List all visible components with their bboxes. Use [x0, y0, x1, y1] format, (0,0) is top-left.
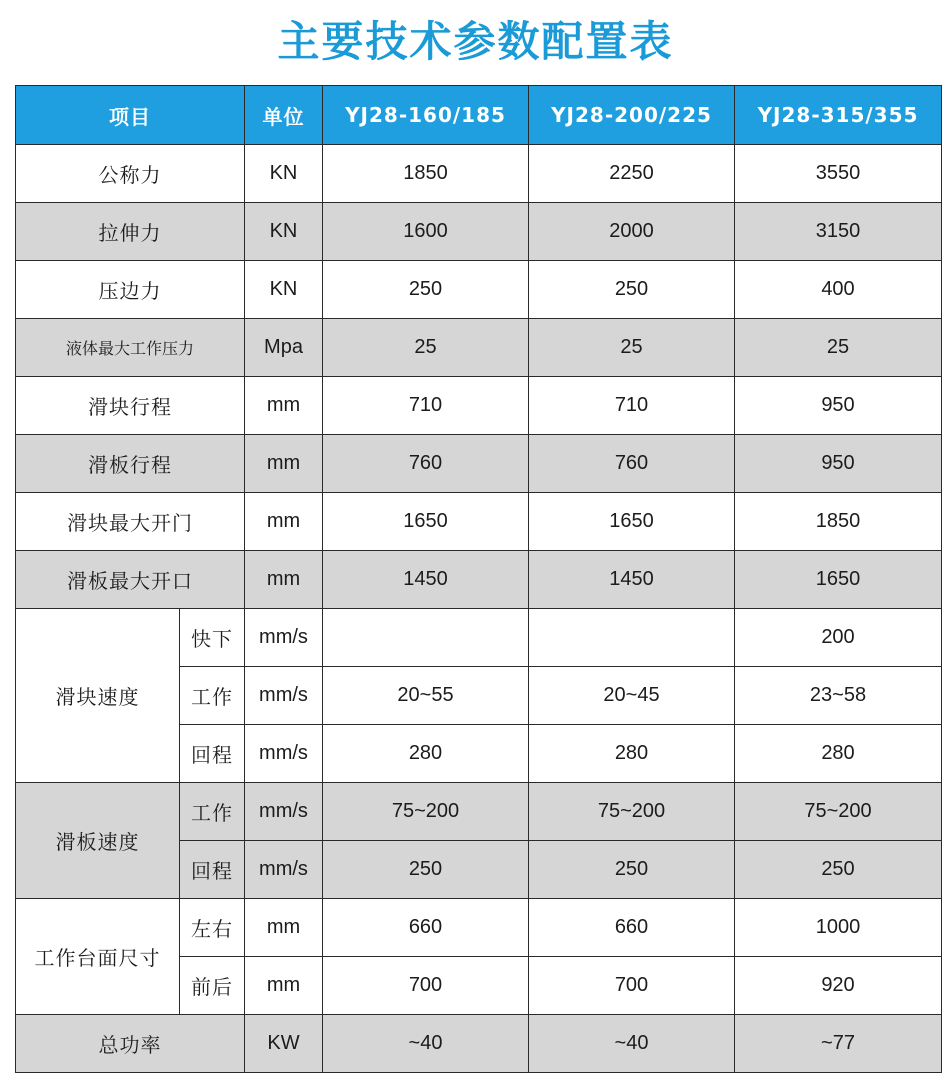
row-value: 280 — [529, 725, 735, 783]
row-unit: Mpa — [245, 319, 323, 377]
row-unit: KN — [245, 203, 323, 261]
row-value: 1450 — [529, 551, 735, 609]
row-unit: mm — [245, 493, 323, 551]
row-value: 250 — [529, 841, 735, 899]
sub-label: 工作 — [180, 667, 245, 725]
row-value: 250 — [323, 841, 529, 899]
row-value: 1600 — [323, 203, 529, 261]
row-label: 压边力 — [16, 261, 245, 319]
row-value: 400 — [735, 261, 942, 319]
sub-label: 回程 — [180, 841, 245, 899]
row-label: 液体最大工作压力 — [16, 319, 245, 377]
row-value: 20~55 — [323, 667, 529, 725]
group-label-table-size: 工作台面尺寸 — [16, 899, 180, 1015]
table-row — [16, 783, 942, 841]
row-value: 1850 — [323, 145, 529, 203]
row-value: 20~45 — [529, 667, 735, 725]
row-value: 760 — [323, 435, 529, 493]
row-value: 3550 — [735, 145, 942, 203]
row-label: 滑板行程 — [16, 435, 245, 493]
row-value: 200 — [735, 609, 942, 667]
row-label: 总功率 — [16, 1015, 245, 1073]
row-value: 2250 — [529, 145, 735, 203]
row-value: 950 — [735, 435, 942, 493]
row-unit: mm — [245, 377, 323, 435]
row-value: 1650 — [529, 493, 735, 551]
header-model: YJ28-200/225 — [529, 86, 735, 145]
row-unit: mm — [245, 551, 323, 609]
page-title: 主要技术参数配置表 — [277, 17, 674, 66]
row-unit: mm/s — [245, 783, 323, 841]
row-value: 700 — [529, 957, 735, 1015]
row-value: 250 — [735, 841, 942, 899]
row-unit: KN — [245, 145, 323, 203]
row-value: ~77 — [735, 1015, 942, 1073]
table-row — [16, 551, 942, 609]
row-value: 1850 — [735, 493, 942, 551]
table-row — [16, 319, 942, 377]
row-unit: mm — [245, 435, 323, 493]
table-row — [16, 609, 942, 667]
row-value: 660 — [323, 899, 529, 957]
table-row — [16, 377, 942, 435]
row-value: 2000 — [529, 203, 735, 261]
row-value: 710 — [529, 377, 735, 435]
table-header-row — [16, 86, 942, 145]
row-unit: mm/s — [245, 609, 323, 667]
row-value: 1650 — [323, 493, 529, 551]
table-row — [16, 261, 942, 319]
row-unit: mm — [245, 957, 323, 1015]
table-row — [16, 493, 942, 551]
row-label: 拉伸力 — [16, 203, 245, 261]
row-value: 700 — [323, 957, 529, 1015]
row-value: 1000 — [735, 899, 942, 957]
table-row — [16, 899, 942, 957]
table-row — [16, 435, 942, 493]
row-value: 25 — [735, 319, 942, 377]
group-label-slider-speed: 滑块速度 — [16, 609, 180, 783]
sub-label: 工作 — [180, 783, 245, 841]
row-unit: mm/s — [245, 841, 323, 899]
table-row — [16, 145, 942, 203]
row-value: 75~200 — [735, 783, 942, 841]
group-label-plate-speed: 滑板速度 — [16, 783, 180, 899]
table-row — [16, 203, 942, 261]
row-value: 660 — [529, 899, 735, 957]
row-value: 950 — [735, 377, 942, 435]
row-value: 250 — [529, 261, 735, 319]
row-unit: mm — [245, 899, 323, 957]
row-value: 250 — [323, 261, 529, 319]
row-value: 280 — [323, 725, 529, 783]
header-model: YJ28-315/355 — [735, 86, 942, 145]
row-value: 25 — [323, 319, 529, 377]
header-item: 项目 — [16, 86, 245, 145]
row-value: 25 — [529, 319, 735, 377]
row-unit: KW — [245, 1015, 323, 1073]
row-label: 滑块最大开门 — [16, 493, 245, 551]
row-value: 920 — [735, 957, 942, 1015]
table-row — [16, 1015, 942, 1073]
sub-label: 回程 — [180, 725, 245, 783]
row-value: 3150 — [735, 203, 942, 261]
header-unit: 单位 — [245, 86, 323, 145]
row-value: 75~200 — [323, 783, 529, 841]
row-value: 760 — [529, 435, 735, 493]
sub-label: 快下 — [180, 609, 245, 667]
row-label: 公称力 — [16, 145, 245, 203]
row-value: ~40 — [529, 1015, 735, 1073]
row-value: 75~200 — [529, 783, 735, 841]
row-unit: KN — [245, 261, 323, 319]
row-label: 滑板最大开口 — [16, 551, 245, 609]
row-value: 23~58 — [735, 667, 942, 725]
row-value — [529, 609, 735, 667]
row-label: 滑块行程 — [16, 377, 245, 435]
row-value: 1450 — [323, 551, 529, 609]
row-value: 710 — [323, 377, 529, 435]
row-value: 280 — [735, 725, 942, 783]
sub-label: 前后 — [180, 957, 245, 1015]
row-unit: mm/s — [245, 725, 323, 783]
header-model: YJ28-160/185 — [323, 86, 529, 145]
row-value — [323, 609, 529, 667]
sub-label: 左右 — [180, 899, 245, 957]
row-unit: mm/s — [245, 667, 323, 725]
row-value: 1650 — [735, 551, 942, 609]
row-value: ~40 — [323, 1015, 529, 1073]
spec-table — [15, 85, 942, 1073]
